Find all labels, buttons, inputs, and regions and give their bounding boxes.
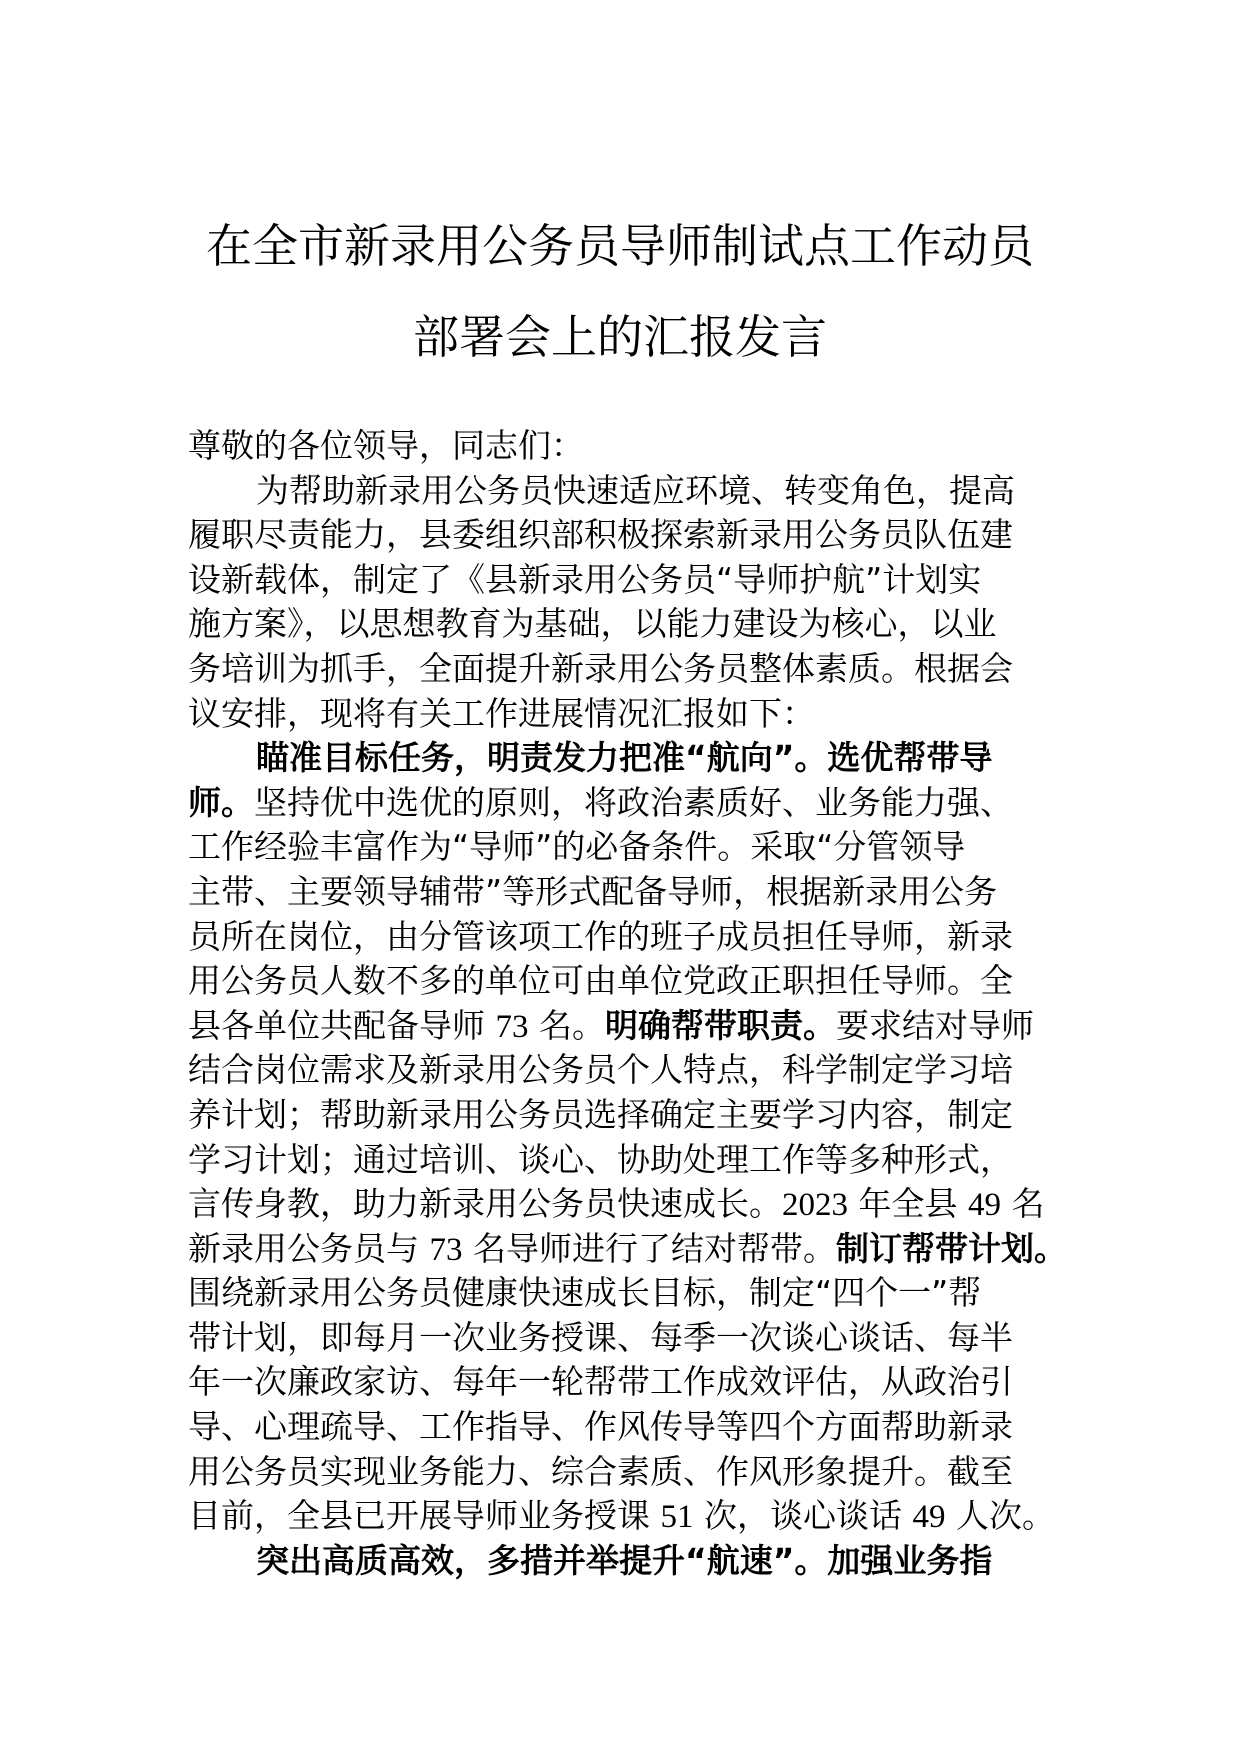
talk-count: 49	[912, 1499, 946, 1536]
paragraph-2-line: 带计划，即每月一次业务授课、每季一次谈心谈话、每半	[188, 1317, 1013, 1357]
document-body	[188, 424, 1067, 1583]
paragraph-2-line: 养计划；帮助新录用公务员选择确定主要学习内容，制定	[188, 1094, 1013, 1134]
document-title-line-1: 在全市新录用公务员导师制试点工作动员	[206, 219, 1034, 273]
paragraph-1-line: 为帮助新录用公务员快速适应环境、转变角色，提高	[256, 470, 1015, 510]
lecture-count: 51	[660, 1499, 694, 1536]
paragraph-text: 名导师进行了结对帮带。	[473, 1228, 836, 1268]
paragraph-text: 县各单位共配备导师	[188, 1005, 485, 1045]
paragraph-text: 次，谈心谈话	[704, 1496, 902, 1536]
paragraph-1-line: 设新载体，制定了《县新录用公务员“导师护航”计划实	[188, 559, 982, 599]
salutation: 尊敬的各位领导，同志们：	[188, 426, 584, 465]
paragraph-text: 坚持优中选优的原则，将政治素质好、业务能力强、	[254, 782, 1013, 822]
paragraph-1-line: 务培训为抓手，全面提升新录用公务员整体素质。根据会	[188, 648, 1013, 688]
paragraph-2-line: 员所在岗位，由分管该项工作的班子成员担任导师，新录	[188, 916, 1013, 956]
subheading-make-plan: 制订帮带计划。	[836, 1228, 1067, 1268]
year: 2023	[782, 1187, 848, 1224]
paragraph-2-line: 工作经验丰富作为“导师”的必备条件。采取“分管领导	[188, 827, 966, 867]
paragraph-text: 新录用公务员与	[188, 1228, 419, 1268]
paragraph-text: 言传身教，助力新录用公务员快速成长。	[188, 1184, 782, 1224]
paragraph-2-line: 用公务员实现业务能力、综合素质、作风形象提升。截至	[188, 1451, 1013, 1491]
paragraph-2-line: 主带、主要领导辅带”等形式配备导师，根据新录用公务	[188, 871, 998, 911]
paragraph-1-line: 履职尽责能力，县委组织部积极探索新录用公务员队伍建	[188, 515, 1013, 555]
paragraph-2-line	[188, 1004, 1058, 1049]
mentor-count: 73	[429, 1231, 463, 1268]
paragraph-2-line: 用公务员人数不多的单位可由单位党政正职担任导师。全	[188, 961, 1013, 1001]
paragraph-text: 名	[1011, 1184, 1045, 1224]
subheading-clarify-duties: 明确帮带职责。	[605, 1005, 836, 1045]
section-2-heading: 突出高质高效，多措并举提升“航速”。加强业务指	[256, 1540, 993, 1580]
paragraph-2-line: 年一次廉政家访、每年一轮帮带工作成效评估，从政治引	[188, 1362, 1013, 1402]
paragraph-2-line	[188, 1227, 1067, 1272]
paragraph-2-line	[188, 1182, 1058, 1227]
section-1-heading: 瞄准目标任务，明责发力把准“航向”。选优帮带导	[256, 738, 993, 778]
paragraph-1-line: 施方案》，以思想教育为基础，以能力建设为核心，以业	[188, 604, 997, 644]
paragraph-2-line: 导、心理疏导、工作指导、作风传导等四个方面帮助新录	[188, 1407, 1013, 1447]
paragraph-text: 年全县	[858, 1184, 958, 1224]
document-title-line-2: 部署会上的汇报发言	[413, 310, 827, 364]
paragraph-text: 要求结对导师	[836, 1005, 1034, 1045]
subheading-select-mentors: 师。	[188, 782, 254, 822]
paragraph-text: 人次。	[956, 1496, 1055, 1536]
paragraph-2-line	[188, 1494, 1058, 1539]
paragraph-2-line: 围绕新录用公务员健康快速成长目标，制定“四个一”帮	[188, 1273, 982, 1313]
new-staff-count: 49	[968, 1187, 1001, 1224]
paragraph-2-line: 结合岗位需求及新录用公务员个人特点，科学制定学习培	[188, 1050, 1013, 1090]
mentor-count: 73	[495, 1008, 529, 1045]
paragraph-2-line: 学习计划；通过培训、谈心、协助处理工作等多种形式，	[188, 1139, 1013, 1179]
paragraph-2-line	[188, 781, 1058, 826]
paragraph-text: 名。	[539, 1005, 605, 1045]
paragraph-text: 目前，全县已开展导师业务授课	[188, 1496, 650, 1536]
paragraph-1-line: 议安排，现将有关工作进展情况汇报如下：	[188, 693, 815, 733]
